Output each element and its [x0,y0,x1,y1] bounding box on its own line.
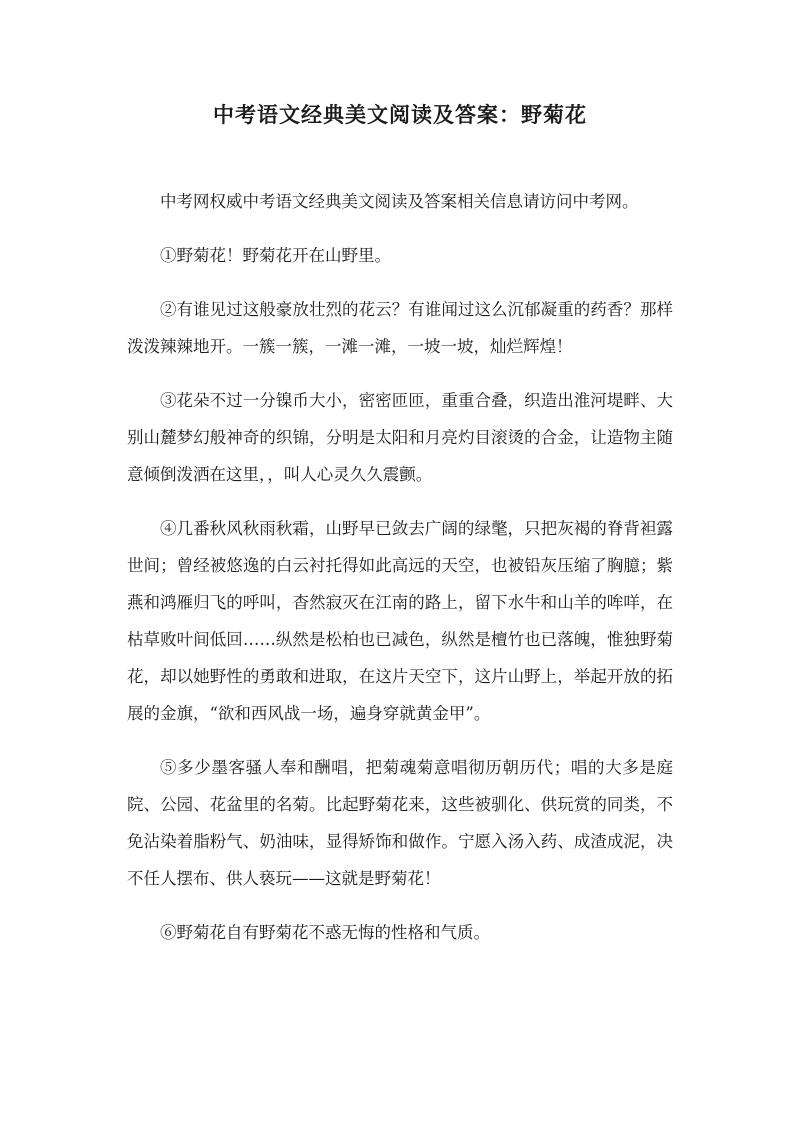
document-body [127,183,673,968]
paragraph-2: ②有谁见过这般豪放壮烈的花云？有谁闻过这么沉郁凝重的药香？那样泼泼辣辣地开。一簇一簇，一滩一滩，一坡一坡，灿烂辉煌！ [127,300,673,356]
paragraph-5: ⑤多少墨客骚人奉和酬唱，把菊魂菊意唱彻历朝历代；唱的大多是庭院、公园、花盆里的名菊。比起野菊花来，这些被驯化、供玩赏的同类，不免沾染着脂粉气、奶油味，显得矫饰和做作。宁愿入汤入药、成渣成泥，决不任人摆布、供人亵玩——这就是野菊花！ [127,758,673,888]
paragraph-6: ⑥野菊花自有野菊花不惑无悔的性格和气质。 [160,923,490,942]
paragraph-3: ③花朵不过一分镍币大小，密密匝匝，重重合叠，织造出淮河堤畔、大别山麓梦幻般神奇的织锦，分明是太阳和月亮灼目滚烫的合金，让造物主随意倾倒泼洒在这里，，叫人心灵久久震颤。 [127,391,673,484]
paragraph-1: ①野菊花！野菊花开在山野里。 [160,246,391,265]
document-title: 中考语文经典美文阅读及答案：野菊花 [213,102,587,127]
paragraph-4: ④几番秋风秋雨秋霜，山野早已敛去广阔的绿氅，只把灰褐的脊背袒露世间；曾经被悠逸的白云衬托得如此高远的天空，也被铅灰压缩了胸臆；紫燕和鸿雁归飞的呼叫，杳然寂灭在江南的路上，留下水牛和山羊的哞咩，在枯草败叶间低回……纵然是松柏也已减色，纵然是檀竹也已落魄，惟独野菊花，却以她野性的勇敢和进取，在这片天空下，这片山野上，举起开放的拓展的金旗，“欲和西风战一场，遍身穿就黄金甲”。 [127,519,673,723]
intro-paragraph: 中考网权威中考语文经典美文阅读及答案相关信息请访问中考网。 [160,192,639,211]
